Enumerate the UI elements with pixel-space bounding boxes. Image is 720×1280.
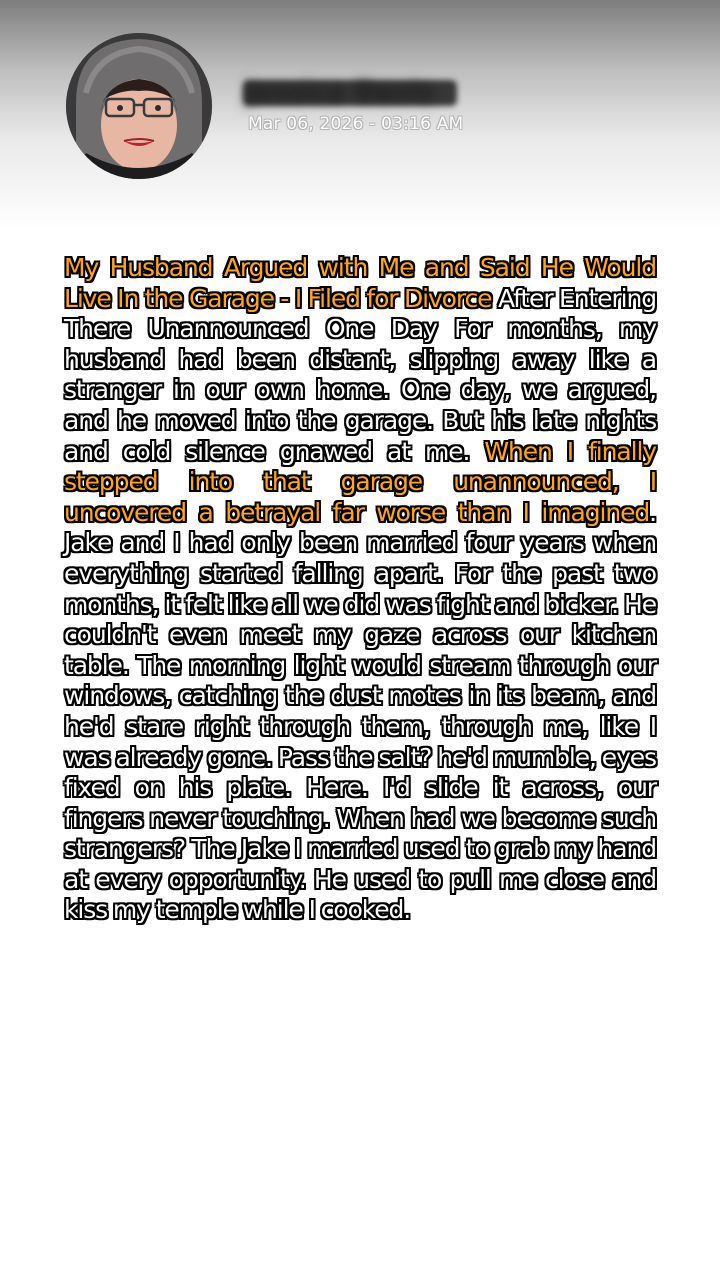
story-title-continuation: After Entering There Unannounced One Day [64,283,656,344]
story-text [64,253,656,926]
story-body: . Jake and I had only been married four years when everything started falling apart. For the past two months, it felt like all we did was fight and bicker. He couldn't even meet my gaze across our kitchen table. The morning light would stream through our windows, catching the dust motes in its beam, and he'd stare right through them, through me, like I was already gone. Pass the salt? he'd mumble, eyes fixed on his plate. Here. I'd slide it across, our fingers never touching. When had we become such strangers? The Jake I married used to grab my hand at every opportunity. He used to pull me close and kiss my temple while I cooked. [64,497,656,925]
story-title: My Husband Argued with Me and Said He Would Live In the Garage - I Filed for Divorce [64,253,656,313]
story-highlight: When I finally stepped into that garage unannounced, I uncovered a betrayal far worse than I imagined [64,436,656,527]
avatar-portrait [66,33,212,179]
avatar[interactable] [66,33,212,179]
author-name[interactable]: Jessica Davis [245,78,435,108]
post-date: Mar 06, 2026 - 03:16 AM [248,114,464,134]
story-intro: For months, my husband had been distant, slipping away like a stranger in our own home. One day, we argued, and he moved into the garage. But his late nights and cold silence gnawed at me. [64,314,656,466]
